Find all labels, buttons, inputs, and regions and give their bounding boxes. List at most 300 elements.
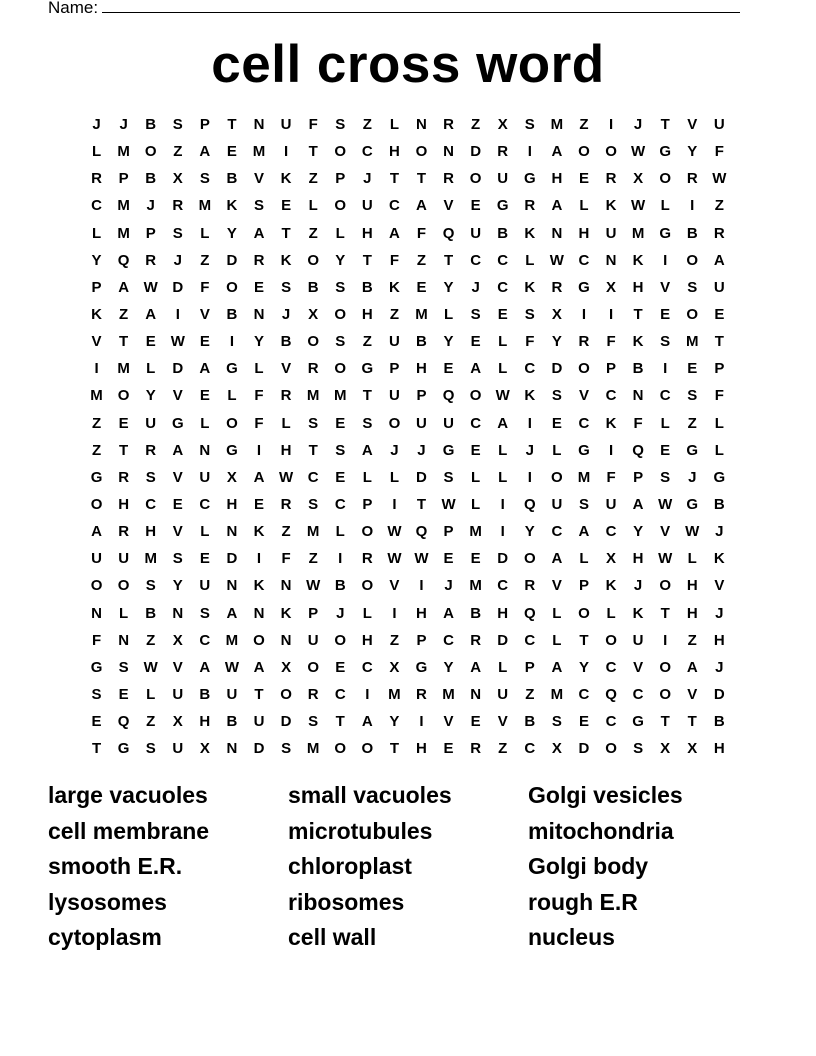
grid-letter: H [686, 577, 698, 595]
grid-letter: N [226, 523, 238, 541]
grid-letter: G [632, 713, 644, 731]
grid-letter: K [605, 577, 617, 595]
grid-letter: K [253, 523, 265, 541]
grid-letter: X [606, 278, 617, 296]
grid-letter: J [363, 170, 372, 188]
grid-row [83, 165, 733, 192]
grid-letter: G [361, 360, 374, 378]
grid-letter: I [663, 251, 668, 269]
grid-letter: L [498, 333, 508, 351]
grid-letter: Z [471, 116, 481, 133]
grid-letter: Z [200, 251, 210, 269]
grid-letter: Z [146, 631, 156, 649]
grid-letter: J [633, 577, 643, 595]
grid-letter: R [713, 224, 725, 242]
grid-letter: R [361, 550, 373, 568]
grid-row [83, 735, 733, 762]
grid-letter: C [578, 685, 590, 703]
grid-letter: U [470, 224, 482, 242]
grid-letter: U [280, 116, 292, 133]
grid-letter: V [199, 305, 210, 323]
grid-letter: L [200, 414, 210, 432]
grid-letter: Y [687, 143, 698, 161]
grid-row [83, 491, 733, 518]
grid-letter: C [199, 495, 211, 513]
grid-letter: D [280, 713, 292, 731]
grid-letter: D [172, 360, 184, 378]
grid-letter: S [335, 278, 346, 296]
grid-letter: C [145, 495, 157, 513]
grid-row [83, 247, 733, 274]
grid-letter: K [605, 414, 617, 432]
grid-letter: N [253, 604, 265, 622]
grid-letter: C [497, 278, 509, 296]
grid-row [83, 220, 733, 247]
grid-letter: W [279, 468, 294, 486]
grid-letter: Y [551, 333, 562, 351]
grid-letter: L [200, 523, 210, 541]
grid-letter: H [416, 740, 427, 758]
grid-letter: S [199, 170, 210, 188]
word-bank-item: cell wall [288, 924, 377, 950]
grid-letter: A [470, 360, 482, 378]
grid-letter: Z [173, 143, 183, 161]
grid-letter: T [687, 713, 697, 731]
grid-letter: Z [389, 305, 399, 323]
grid-letter: X [660, 740, 671, 758]
grid-letter: T [660, 116, 670, 133]
grid-letter: B [307, 278, 319, 296]
grid-letter: A [145, 305, 157, 323]
grid-letter: Y [443, 278, 454, 296]
grid-letter: R [443, 116, 454, 133]
grid-letter: B [145, 116, 157, 133]
grid-letter: E [118, 414, 129, 432]
grid-letter: W [143, 658, 158, 676]
grid-letter: I [392, 604, 397, 622]
grid-letter: H [416, 604, 427, 622]
grid-letter: N [443, 143, 454, 161]
word-bank-item: Golgi vesicles [528, 782, 683, 808]
grid-letter: E [226, 143, 237, 161]
grid-letter: T [443, 251, 454, 269]
grid-letter: I [690, 197, 695, 215]
grid-letter: L [362, 604, 372, 622]
grid-letter: G [686, 441, 699, 459]
word-bank-item: small vacuoles [288, 782, 452, 808]
grid-letter: A [551, 197, 563, 215]
grid-letter: Q [442, 224, 455, 242]
grid-letter: C [361, 143, 373, 161]
grid-letter: Z [308, 550, 318, 568]
grid-letter: S [118, 658, 129, 676]
grid-letter: N [226, 740, 238, 758]
grid-letter: E [199, 550, 210, 568]
grid-letter: T [281, 224, 291, 242]
word-bank-item: lysosomes [48, 888, 167, 915]
grid-letter: A [551, 658, 563, 676]
grid-letter: R [497, 143, 509, 161]
grid-letter: W [306, 577, 321, 595]
grid-letter: X [172, 713, 183, 731]
grid-letter: Z [389, 631, 399, 649]
grid-letter: E [443, 360, 454, 378]
grid-letter: P [633, 468, 644, 486]
grid-letter: C [334, 495, 346, 513]
grid-letter: P [714, 360, 725, 378]
grid-letter: O [361, 523, 374, 541]
grid-letter: O [605, 740, 617, 758]
grid-letter: C [551, 523, 563, 541]
grid-letter: O [659, 170, 672, 188]
grid-letter: M [117, 197, 130, 215]
grid-letter: T [308, 441, 318, 459]
grid-letter: Y [145, 387, 156, 405]
grid-letter: S [281, 278, 292, 296]
grid-letter: O [334, 360, 347, 378]
grid-letter: T [416, 495, 427, 513]
grid-letter: A [470, 658, 482, 676]
grid-letter: O [226, 278, 238, 296]
grid-letter: H [632, 278, 644, 296]
grid-row [83, 654, 733, 681]
grid-letter: T [362, 251, 372, 269]
grid-letter: P [308, 604, 319, 622]
grid-letter: V [687, 116, 698, 133]
grid-row [83, 518, 733, 545]
grid-letter: C [605, 713, 617, 731]
grid-letter: O [361, 740, 374, 758]
grid-letter: J [336, 604, 345, 622]
grid-letter: O [523, 550, 536, 568]
grid-letter: V [389, 577, 400, 595]
grid-letter: O [361, 577, 374, 595]
grid-letter: T [119, 333, 129, 351]
grid-letter: Y [524, 523, 535, 541]
grid-letter: A [388, 224, 400, 242]
grid-letter: E [281, 197, 292, 215]
grid-letter: H [578, 224, 590, 242]
grid-letter: W [387, 523, 402, 541]
grid-letter: F [389, 251, 399, 269]
grid-letter: Q [415, 523, 428, 541]
grid-letter: O [388, 414, 401, 432]
grid-letter: Z [281, 523, 291, 541]
grid-letter: K [226, 197, 238, 215]
grid-letter: L [119, 604, 129, 622]
grid-letter: I [284, 143, 289, 161]
grid-letter: N [551, 224, 563, 242]
grid-letter: A [361, 441, 373, 459]
grid-letter: T [633, 305, 643, 323]
grid-letter: C [388, 197, 400, 215]
grid-letter: T [660, 713, 670, 731]
grid-letter: P [145, 224, 156, 242]
grid-letter: C [578, 251, 590, 269]
grid-letter: A [226, 604, 238, 622]
grid-letter: C [605, 658, 617, 676]
grid-letter: K [524, 278, 536, 296]
grid-letter: U [226, 685, 238, 703]
grid-letter: C [605, 523, 617, 541]
grid-letter: N [172, 604, 184, 622]
grid-letter: D [497, 550, 509, 568]
grid-letter: O [659, 685, 672, 703]
grid-letter: M [225, 631, 239, 649]
grid-letter: A [253, 224, 265, 242]
grid-letter: B [334, 577, 346, 595]
grid-letter: G [578, 441, 590, 459]
grid-letter: H [388, 143, 400, 161]
grid-letter: G [686, 495, 699, 513]
word-bank-column-2 [288, 778, 528, 956]
grid-letter: L [254, 360, 264, 378]
grid-letter: L [335, 523, 345, 541]
grid-letter: I [608, 305, 614, 323]
grid-letter: U [497, 685, 509, 703]
grid-letter: T [579, 631, 589, 649]
grid-letter: K [524, 224, 536, 242]
grid-letter: P [335, 170, 346, 188]
grid-letter: V [254, 170, 265, 188]
grid-letter: O [307, 658, 319, 676]
grid-letter: Y [335, 251, 346, 269]
grid-letter: L [91, 143, 102, 161]
grid-letter: W [441, 495, 456, 513]
grid-letter: D [172, 278, 184, 296]
grid-letter: P [606, 360, 617, 378]
grid-letter: M [90, 387, 103, 405]
grid-letter: S [551, 713, 562, 731]
grid-letter: N [280, 577, 292, 595]
grid-letter: Y [578, 658, 589, 676]
grid-letter: Y [633, 523, 644, 541]
grid-letter: D [551, 360, 563, 378]
grid-letter: N [118, 631, 130, 649]
grid-letter: U [145, 414, 157, 432]
grid-letter: E [470, 713, 481, 731]
grid-letter: E [199, 387, 210, 405]
grid-letter: J [633, 116, 643, 133]
grid-letter: R [578, 333, 590, 351]
grid-letter: S [172, 550, 183, 568]
grid-letter: R [470, 740, 482, 758]
grid-letter: K [632, 333, 644, 351]
grid-letter: K [280, 251, 292, 269]
grid-letter: A [199, 143, 211, 161]
grid-letter: S [172, 224, 183, 242]
grid-letter: Z [91, 414, 102, 432]
grid-letter: L [146, 360, 156, 378]
grid-letter: D [226, 251, 238, 269]
grid-letter: G [171, 414, 184, 432]
grid-letter: B [713, 713, 725, 731]
grid-letter: O [307, 333, 319, 351]
grid-letter: E [470, 550, 481, 568]
grid-letter: L [335, 224, 345, 242]
grid-letter: I [608, 441, 614, 459]
grid-letter: O [578, 360, 590, 378]
grid-letter: K [91, 305, 102, 323]
grid-letter: J [417, 441, 426, 459]
grid-letter: E [470, 333, 481, 351]
grid-letter: M [577, 468, 591, 486]
grid-letter: L [362, 468, 372, 486]
grid-letter: I [175, 305, 180, 323]
grid-letter: H [199, 713, 211, 731]
word-bank-column-1 [48, 778, 288, 956]
grid-letter: P [416, 631, 427, 649]
grid-letter: S [687, 387, 698, 405]
grid-letter: W [143, 278, 158, 296]
grid-row [83, 111, 733, 138]
grid-letter: J [444, 577, 453, 595]
grid-letter: Z [714, 197, 724, 215]
grid-letter: O [686, 251, 699, 269]
grid-letter: Q [523, 495, 536, 513]
grid-letter: W [387, 550, 402, 568]
grid-letter: J [119, 116, 128, 133]
grid-letter: A [118, 278, 130, 296]
grid-letter: U [199, 468, 211, 486]
grid-letter: U [118, 550, 130, 568]
grid-letter: G [496, 197, 509, 215]
grid-letter: B [226, 170, 238, 188]
grid-row [83, 355, 733, 382]
grid-letter: B [280, 333, 292, 351]
grid-letter: S [687, 278, 698, 296]
grid-letter: O [307, 251, 319, 269]
grid-letter: S [254, 197, 265, 215]
grid-letter: R [172, 197, 184, 215]
grid-letter: Q [605, 685, 617, 703]
grid-letter: T [389, 170, 399, 188]
grid-letter: V [443, 197, 454, 215]
grid-letter: O [659, 658, 672, 676]
grid-letter: I [229, 333, 235, 351]
grid-letter: W [495, 387, 510, 405]
grid-letter: P [524, 658, 535, 676]
grid-letter: M [117, 360, 130, 378]
grid-letter: C [497, 577, 509, 595]
grid-letter: D [578, 740, 590, 758]
grid-letter: L [308, 197, 318, 215]
grid-letter: J [281, 305, 291, 323]
grid-letter: U [199, 577, 211, 595]
grid-letter: A [443, 604, 454, 622]
grid-letter: C [497, 251, 509, 269]
grid-letter: I [581, 305, 587, 323]
grid-letter: C [361, 658, 373, 676]
grid-letter: A [253, 468, 265, 486]
grid-letter: F [308, 116, 318, 133]
grid-letter: B [632, 360, 644, 378]
grid-row [83, 301, 733, 328]
grid-letter: S [633, 740, 644, 758]
grid-letter: T [714, 333, 724, 351]
grid-letter: S [470, 305, 481, 323]
grid-letter: F [714, 143, 724, 161]
grid-letter: E [199, 333, 210, 351]
grid-letter: E [91, 713, 102, 731]
grid-letter: O [334, 197, 347, 215]
grid-row [83, 382, 733, 409]
grid-letter: U [443, 414, 454, 432]
grid-letter: E [687, 360, 698, 378]
grid-letter: S [145, 468, 156, 486]
grid-letter: H [145, 523, 157, 541]
grid-letter: V [660, 523, 671, 541]
grid-letter: G [226, 360, 238, 378]
grid-letter: U [497, 170, 509, 188]
grid-letter: V [714, 577, 725, 595]
grid-letter: F [281, 550, 291, 568]
grid-letter: H [118, 495, 130, 513]
word-bank-item: cell membrane [48, 817, 210, 844]
grid-letter: T [119, 441, 129, 459]
word-bank-item: ribosomes [288, 888, 405, 915]
grid-letter: V [578, 387, 589, 405]
grid-letter: O [551, 468, 563, 486]
grid-letter: W [685, 523, 700, 541]
grid-letter: O [90, 577, 103, 595]
grid-letter: I [419, 577, 424, 595]
grid-letter: T [362, 387, 372, 405]
grid-letter: T [335, 713, 345, 731]
grid-letter: O [659, 577, 672, 595]
grid-letter: E [254, 495, 265, 513]
grid-letter: Z [579, 116, 589, 133]
grid-letter: C [470, 251, 482, 269]
grid-letter: X [551, 305, 562, 323]
grid-letter: Y [226, 224, 237, 242]
grid-letter: W [414, 550, 429, 568]
grid-letter: Z [498, 740, 508, 758]
grid-letter: R [118, 523, 130, 541]
grid-letter: L [579, 197, 589, 215]
grid-letter: F [714, 387, 724, 405]
grid-letter: U [307, 631, 319, 649]
grid-letter: M [469, 577, 482, 595]
name-underline [102, 0, 740, 13]
grid-letter: H [497, 604, 509, 622]
grid-letter: H [416, 360, 427, 378]
grid-letter: H [361, 631, 373, 649]
grid-letter: C [605, 387, 617, 405]
grid-letter: P [443, 523, 454, 541]
grid-letter: A [416, 197, 427, 215]
grid-letter: B [361, 278, 373, 296]
grid-row [83, 627, 733, 654]
grid-letter: T [227, 116, 237, 133]
grid-letter: U [416, 414, 427, 432]
grid-letter: Z [362, 333, 372, 351]
grid-letter: J [715, 523, 724, 541]
grid-letter: Q [117, 251, 130, 269]
grid-row [83, 464, 733, 491]
grid-letter: O [144, 143, 157, 161]
grid-letter: Y [172, 577, 183, 595]
grid-letter: X [551, 740, 562, 758]
grid-letter: L [91, 224, 102, 242]
grid-letter: B [199, 685, 211, 703]
grid-letter: E [335, 658, 346, 676]
grid-letter: P [91, 278, 102, 296]
grid-letter: I [256, 441, 262, 459]
grid-letter: A [91, 523, 102, 541]
grid-letter: D [416, 468, 427, 486]
grid-letter: D [226, 550, 238, 568]
